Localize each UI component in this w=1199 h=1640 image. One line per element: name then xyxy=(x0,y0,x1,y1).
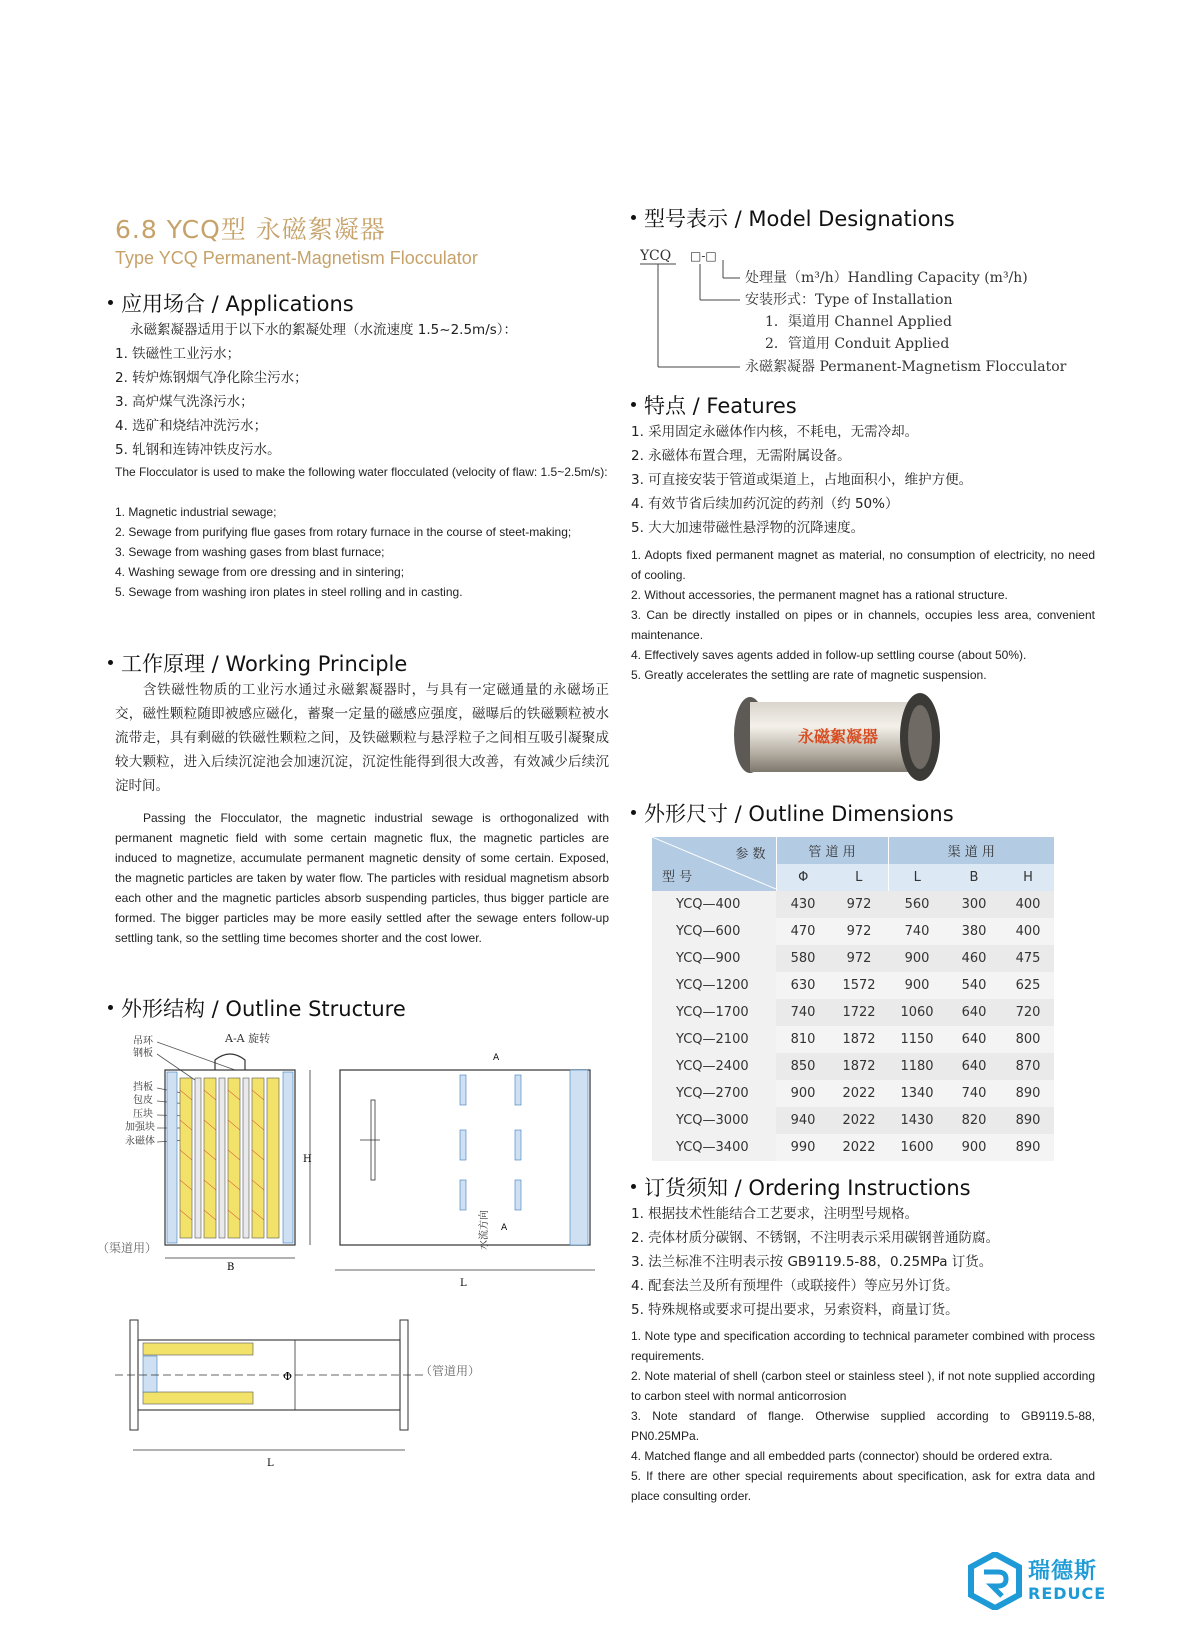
dim-l2-label: L xyxy=(267,1458,274,1469)
list-item: 1. Magnetic industrial sewage; xyxy=(115,505,277,519)
list-item: 2. 转炉炼钢烟气净化除尘污水； xyxy=(115,370,308,386)
value-cell: 1430 xyxy=(888,1107,946,1134)
table-row xyxy=(652,1134,1054,1161)
product-photo xyxy=(728,690,958,800)
value-cell: 400 xyxy=(1002,918,1054,945)
list-item: 3. Sewage from washing gases from blast furnace; xyxy=(115,545,385,559)
list-item: 4. 选矿和烧结冲洗污水； xyxy=(115,418,268,434)
list-item: 2. 永磁体布置合理，无需附属设备。 xyxy=(631,448,851,464)
value-cell: 870 xyxy=(1002,1053,1054,1080)
value-cell: 900 xyxy=(946,1134,1002,1161)
label-section-aa: A-A 旋转 xyxy=(225,1032,271,1045)
list-item: 5. 轧钢和连铸冲铁皮污水。 xyxy=(115,442,281,458)
brand-name-cn: 瑞德斯 xyxy=(1028,1559,1098,1584)
value-cell: 1180 xyxy=(888,1053,946,1080)
model-cell: YCQ—1700 xyxy=(652,999,776,1026)
list-item: 4. Effectively saves agents added in follow-up settling course (about 50%). xyxy=(631,648,1027,662)
dimensions-table xyxy=(652,837,1054,1161)
table-row xyxy=(652,918,1054,945)
value-cell: 720 xyxy=(1002,999,1054,1026)
list-item: 5. Greatly accelerates the settling are rate of magnetic suspension. xyxy=(631,668,987,682)
value-cell: 900 xyxy=(888,945,946,972)
value-cell: 972 xyxy=(830,918,888,945)
col-header: L xyxy=(888,864,946,891)
value-cell: 972 xyxy=(830,945,888,972)
value-cell: 972 xyxy=(830,891,888,918)
table-row xyxy=(652,891,1054,918)
value-cell: 2022 xyxy=(830,1107,888,1134)
value-cell: 1150 xyxy=(888,1026,946,1053)
list-item: 5. 大大加速带磁性悬浮物的沉降速度。 xyxy=(631,520,865,536)
value-cell: 1340 xyxy=(888,1080,946,1107)
label-lifting-ring: 吊环 xyxy=(133,1036,153,1047)
table-row xyxy=(652,945,1054,972)
value-cell: 400 xyxy=(1002,891,1054,918)
label-press-block: 压块 xyxy=(133,1109,153,1120)
value-cell: 900 xyxy=(888,972,946,999)
conduit-use-label: （管道用） xyxy=(420,1364,481,1378)
working-principle-text-en: Passing the Flocculator, the magnetic industrial sewage is orthogonalized with permanent magnetic field with some certain magnetic flux, the magnetic particles are induced to magnetize, accumulate permanent magnetic density of some certain. Exposed, the magnetic particles are taken by water flow. The particles with residual magnetism absorb each other and the magnetic particles absorb suspending particles, thus bigger particle are formed. The bigger particles may be more easily settled after the sewage enters follow-up settling tank, so the settling time becomes shorter and the cost lower. xyxy=(115,811,609,945)
group-channel-header: 渠 道 用 xyxy=(888,837,1054,864)
value-cell: 1600 xyxy=(888,1134,946,1161)
table-row xyxy=(652,1080,1054,1107)
value-cell: 475 xyxy=(1002,945,1054,972)
value-cell: 1722 xyxy=(830,999,888,1026)
list-item: 5. 特殊规格或要求可提出要求，另索资料，商量订货。 xyxy=(631,1302,959,1318)
value-cell: 800 xyxy=(1002,1026,1054,1053)
model-cell: YCQ—400 xyxy=(652,891,776,918)
table-row xyxy=(652,1107,1054,1134)
list-item: 2. Note material of shell (carbon steel or stainless steel ), if not note supplied according to carbon steel with normal anticorrosion xyxy=(631,1369,1095,1403)
value-cell: 890 xyxy=(1002,1134,1054,1161)
bullet-dot-icon xyxy=(108,1005,113,1010)
value-cell: 640 xyxy=(946,1053,1002,1080)
value-cell: 430 xyxy=(776,891,830,918)
value-cell: 640 xyxy=(946,999,1002,1026)
features-heading: 特点 / Features xyxy=(631,390,797,420)
model-cell: YCQ—3400 xyxy=(652,1134,776,1161)
value-cell: 810 xyxy=(776,1026,830,1053)
features-list-en xyxy=(631,545,1095,685)
list-item: 3. Note standard of flange. Otherwise supplied according to GB9119.5-88, PN0.25MPa. xyxy=(631,1409,1095,1443)
value-cell: 850 xyxy=(776,1053,830,1080)
model-line-installation: 安装形式：Type of Installation xyxy=(745,292,953,308)
channel-use-label: （渠道用） xyxy=(97,1241,158,1255)
value-cell: 470 xyxy=(776,918,830,945)
value-cell: 940 xyxy=(776,1107,830,1134)
model-line-product: 永磁絮凝器 Permanent-Magnetism Flocculator xyxy=(745,359,1067,375)
page-title: 6.8 YCQ型 永磁絮凝器 xyxy=(115,215,386,244)
list-item: 5. If there are other special requirements about specification, ask for extra data and place consulting order. xyxy=(631,1469,1095,1503)
model-cell: YCQ—2700 xyxy=(652,1080,776,1107)
col-header: H xyxy=(1002,864,1054,891)
value-cell: 1060 xyxy=(888,999,946,1026)
list-item: 3. Can be directly installed on pipes or in channels, occupies less area, convenient maintenance. xyxy=(631,608,1095,642)
list-item: 3. 高炉煤气洗涤污水； xyxy=(115,394,254,410)
list-item: 4. 配套法兰及所有预埋件（或联接件）等应另外订货。 xyxy=(631,1278,959,1294)
model-cell: YCQ—600 xyxy=(652,918,776,945)
label-wrapper: 包皮 xyxy=(133,1095,153,1106)
value-cell: 300 xyxy=(946,891,1002,918)
flow-direction-label: 水流方向 xyxy=(479,1210,490,1250)
col-header: L xyxy=(830,864,888,891)
model-label: 型 号 xyxy=(662,870,693,885)
label-baffle: 挡板 xyxy=(133,1082,153,1093)
section-mark-a-bottom: A xyxy=(501,1223,508,1233)
bullet-dot-icon xyxy=(631,215,636,220)
applications-list-en xyxy=(115,502,609,602)
section-mark-a-top: A xyxy=(493,1053,500,1063)
value-cell: 1872 xyxy=(830,1026,888,1053)
value-cell: 2022 xyxy=(830,1080,888,1107)
value-cell: 990 xyxy=(776,1134,830,1161)
ordering-list-cn xyxy=(631,1202,1091,1322)
brand-name-en: REDUCE xyxy=(1028,1584,1107,1603)
list-item: 1. 根据技术性能结合工艺要求，注明型号规格。 xyxy=(631,1206,919,1222)
model-line-conduit: 2．管道用 Conduit Applied xyxy=(765,336,950,352)
value-cell: 580 xyxy=(776,945,830,972)
value-cell: 890 xyxy=(1002,1080,1054,1107)
model-code: YCQ xyxy=(640,248,672,264)
applications-intro-en: The Flocculator is used to make the following water flocculated (velocity of flaw: 1.5~2.5m/s): xyxy=(115,465,608,479)
table-row xyxy=(652,1053,1054,1080)
model-heading: 型号表示 / Model Designations xyxy=(631,203,955,233)
list-item: 1. 铁磁性工业污水； xyxy=(115,346,241,362)
model-designation-diagram xyxy=(640,240,1090,380)
channel-section-view xyxy=(165,1054,295,1273)
list-item: 4. Washing sewage from ore dressing and in sintering; xyxy=(115,565,405,579)
value-cell: 740 xyxy=(776,999,830,1026)
label-reinforce-block: 加强块 xyxy=(125,1122,155,1133)
bullet-dot-icon xyxy=(108,300,113,305)
model-cell: YCQ—3000 xyxy=(652,1107,776,1134)
product-label-text: 永磁絮凝器 xyxy=(798,727,879,746)
outline-structure-heading: 外形结构 / Outline Structure xyxy=(108,993,406,1023)
list-item: 1. Adopts fixed permanent magnet as material, no consumption of electricity, no need of cooling. xyxy=(631,548,1095,582)
list-item: 5. Sewage from washing iron plates in steel rolling and in casting. xyxy=(115,585,463,599)
model-code-suffix: □-□ xyxy=(690,249,717,263)
value-cell: 2022 xyxy=(830,1134,888,1161)
col-header: B xyxy=(946,864,1002,891)
dim-h-label: H xyxy=(303,1154,312,1165)
list-item: 3. 法兰标准不注明表示按 GB9119.5-88，0.25MPa 订货。 xyxy=(631,1254,993,1270)
value-cell: 740 xyxy=(946,1080,1002,1107)
value-cell: 380 xyxy=(946,918,1002,945)
dim-phi-label: Φ xyxy=(283,1370,293,1383)
working-principle-text-cn: 含铁磁性物质的工业污水通过永磁絮凝器时，与具有一定磁通量的永磁场正交，磁性颗粒随即被感应磁化，蓄聚一定量的磁感应强度，磁曝后的铁磁颗粒被水流带走，具有剩磁的铁磁性颗粒之间，及铁磁颗粒与悬浮粒子之间相互吸引凝聚成较大颗粒，进入后续沉淀池会加速沉淀，沉淀性能得到很大改善，有效减少后续沉淀时间。 xyxy=(115,682,609,794)
table-row xyxy=(652,972,1054,999)
bullet-dot-icon xyxy=(631,810,636,815)
model-cell: YCQ—900 xyxy=(652,945,776,972)
dim-b-label: B xyxy=(227,1262,235,1273)
model-line-capacity: 处理量（m³/h）Handling Capacity (m³/h) xyxy=(745,270,1028,286)
list-item: 2. 壳体材质分碳钢、不锈钢，不注明表示采用碳钢普通防腐。 xyxy=(631,1230,1000,1246)
label-magnet: 永磁体 xyxy=(125,1136,155,1147)
value-cell: 1872 xyxy=(830,1053,888,1080)
brand-hexagon-icon xyxy=(968,1552,1022,1610)
features-list-cn xyxy=(631,420,1091,540)
bullet-dot-icon xyxy=(631,402,636,407)
value-cell: 900 xyxy=(776,1080,830,1107)
value-cell: 1572 xyxy=(830,972,888,999)
applications-heading: 应用场合 / Applications xyxy=(108,288,354,318)
bullet-dot-icon xyxy=(631,1184,636,1189)
model-cell: YCQ—2100 xyxy=(652,1026,776,1053)
value-cell: 560 xyxy=(888,891,946,918)
working-principle-heading: 工作原理 / Working Principle xyxy=(108,648,407,678)
outline-structure-drawing xyxy=(95,1030,625,1480)
model-cell: YCQ—1200 xyxy=(652,972,776,999)
applications-intro-cn: 永磁絮凝器适用于以下水的絮凝处理（水流速度 1.5~2.5m/s）： xyxy=(130,322,518,338)
value-cell: 625 xyxy=(1002,972,1054,999)
param-label: 参 数 xyxy=(735,847,766,862)
list-item: 4. Matched flange and all embedded parts (connector) should be ordered extra. xyxy=(631,1449,1053,1463)
value-cell: 630 xyxy=(776,972,830,999)
table-row xyxy=(652,1026,1054,1053)
model-cell: YCQ—2400 xyxy=(652,1053,776,1080)
table-corner-header xyxy=(652,837,776,891)
list-item: 4. 有效节省后续加药沉淀的药剂（约 50%） xyxy=(631,496,899,512)
dimensions-heading: 外形尺寸 / Outline Dimensions xyxy=(631,798,954,828)
value-cell: 820 xyxy=(946,1107,1002,1134)
ordering-heading: 订货须知 / Ordering Instructions xyxy=(631,1172,971,1202)
bullet-dot-icon xyxy=(108,660,113,665)
channel-side-view xyxy=(310,1070,595,1270)
page-subtitle: Type YCQ Permanent-Magnetism Flocculator xyxy=(115,248,478,268)
list-item: 2. Without accessories, the permanent magnet has a rational structure. xyxy=(631,588,1008,602)
list-item: 2. Sewage from purifying flue gases from rotary furnace in the course of steet-making; xyxy=(115,525,572,539)
list-item: 1. Note type and specification according to technical parameter combined with process requirements. xyxy=(631,1329,1095,1363)
group-conduit-header: 管 道 用 xyxy=(776,837,888,864)
brand-logo xyxy=(968,1552,1148,1612)
model-line-channel: 1．渠道用 Channel Applied xyxy=(765,314,952,330)
label-steel-plate: 钢板 xyxy=(133,1048,153,1059)
applications-list-cn xyxy=(115,342,595,462)
list-item: 3. 可直接安装于管道或渠道上，占地面积小，维护方便。 xyxy=(631,472,973,488)
table-row xyxy=(652,999,1054,1026)
value-cell: 540 xyxy=(946,972,1002,999)
conduit-view xyxy=(115,1320,425,1450)
dimensions-table-body xyxy=(652,891,1054,1161)
col-header: Φ xyxy=(776,864,830,891)
value-cell: 890 xyxy=(1002,1107,1054,1134)
dim-l-label: L xyxy=(460,1278,467,1289)
value-cell: 640 xyxy=(946,1026,1002,1053)
ordering-list-en xyxy=(631,1326,1095,1506)
value-cell: 740 xyxy=(888,918,946,945)
list-item: 1. 采用固定永磁体作内核，不耗电，无需冷却。 xyxy=(631,424,919,440)
value-cell: 460 xyxy=(946,945,1002,972)
